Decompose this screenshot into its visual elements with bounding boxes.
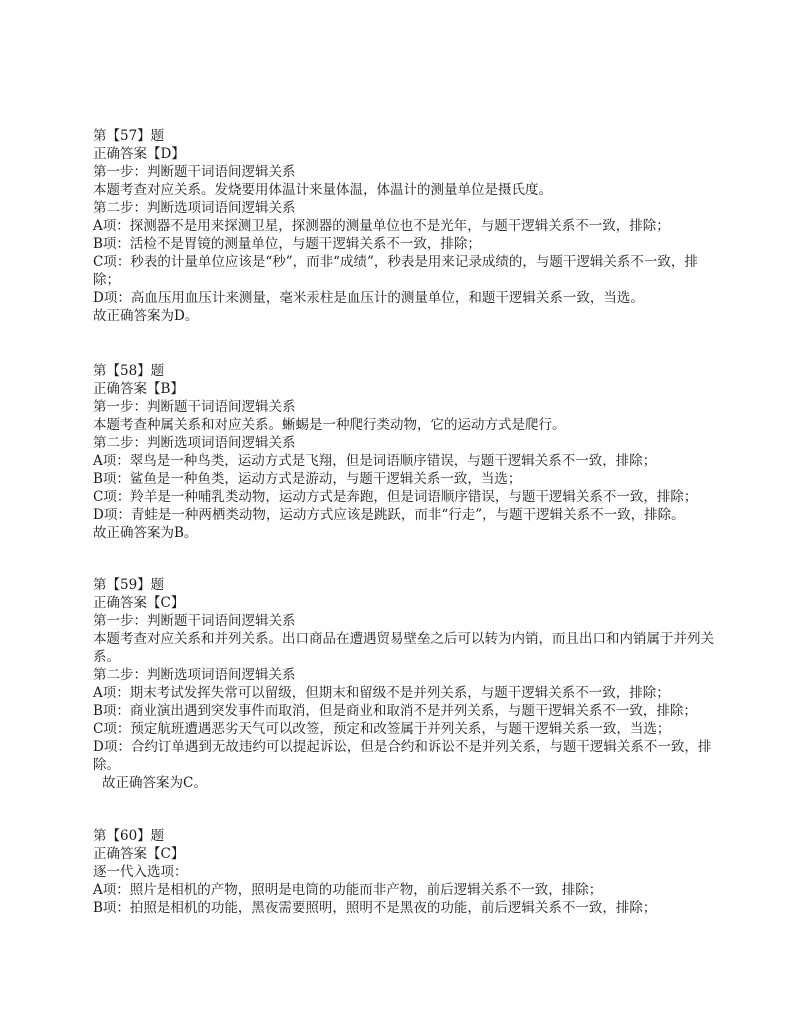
option-b-analysis: B项：鲨鱼是一种鱼类，运动方式是游动，与题干逻辑关系一致，当选； — [93, 471, 522, 487]
conclusion: 故正确答案为C。 — [102, 775, 207, 791]
option-b-analysis: B项：拍照是相机的功能，黑夜需要照明，照明不是黑夜的功能，前后逻辑关系不一致，排除； — [93, 900, 657, 916]
explanation-line: 本题考查种属关系和对应关系。蜥蜴是一种爬行类动物，它的运动方式是爬行。 — [93, 417, 566, 433]
explanation-line: 第一步：判断题干词语间逻辑关系 — [93, 613, 296, 629]
correct-answer: 正确答案【C】 — [93, 595, 185, 611]
conclusion: 故正确答案为D。 — [93, 308, 199, 324]
explanation-line: 第二步：判断选项词语间逻辑关系 — [93, 435, 296, 451]
explanation-line: 本题考查对应关系和并列关系。出口商品在遭遇贸易壁垒之后可以转为内销，而且出口和内销属于并列关系。 — [93, 631, 714, 665]
question-59 — [93, 576, 718, 792]
option-d-analysis: D项：青蛙是一种两栖类动物，运动方式应该是跳跃，而非“行走”，与题干逻辑关系不一致，排除。 — [93, 507, 685, 523]
correct-answer: 正确答案【C】 — [93, 846, 185, 862]
correct-answer: 正确答案【D】 — [93, 146, 185, 162]
question-title: 第【59】题 — [93, 577, 165, 593]
option-d-analysis: D项：合约订单遇到无故违约可以提起诉讼，但是合约和诉讼不是并列关系，与题干逻辑关系不一致，排除。 — [93, 739, 712, 773]
explanation-line: 第一步：判断题干词语间逻辑关系 — [93, 399, 296, 415]
question-58 — [93, 362, 718, 542]
option-a-analysis: A项：探测器不是用来探测卫星，探测器的测量单位也不是光年，与题干逻辑关系不一致，排除； — [93, 218, 670, 234]
explanation-line: 第二步：判断选项词语间逻辑关系 — [93, 200, 296, 216]
option-c-analysis: C项：预定航班遭遇恶劣天气可以改签，预定和改签属于并列关系，与题干逻辑关系一致，当选； — [93, 721, 671, 737]
question-title: 第【57】题 — [93, 128, 165, 144]
option-b-analysis: B项：活检不是胃镜的测量单位，与题干逻辑关系不一致，排除； — [93, 236, 481, 252]
conclusion: 故正确答案为B。 — [93, 525, 198, 541]
option-d-analysis: D项：高血压用血压计来测量，毫米汞柱是血压计的测量单位，和题干逻辑关系一致，当选。 — [93, 290, 644, 306]
correct-answer: 正确答案【B】 — [93, 381, 184, 397]
question-title: 第【58】题 — [93, 363, 165, 379]
question-57 — [93, 127, 718, 325]
explanation-line: 第一步：判断题干词语间逻辑关系 — [93, 164, 296, 180]
question-60 — [93, 827, 718, 917]
option-a-analysis: A项：期末考试发挥失常可以留级，但期末和留级不是并列关系，与题干逻辑关系不一致，排除； — [93, 685, 670, 701]
explanation-line: 第二步：判断选项词语间逻辑关系 — [93, 667, 296, 683]
option-c-analysis: C项：羚羊是一种哺乳类动物，运动方式是奔跑，但是词语顺序错误，与题干逻辑关系不一致，排除； — [93, 489, 698, 505]
option-c-analysis: C项：秒表的计量单位应该是“秒”，而非“成绩”，秒表是用来记录成绩的，与题干逻辑关系不一致，排除； — [93, 254, 698, 288]
explanation-line: 本题考查对应关系。发烧要用体温计来量体温，体温计的测量单位是摄氏度。 — [93, 182, 552, 198]
option-a-analysis: A项：翠鸟是一种鸟类，运动方式是飞翔，但是词语顺序错误，与题干逻辑关系不一致，排除； — [93, 453, 657, 469]
option-b-analysis: B项：商业演出遇到突发事件而取消，但是商业和取消不是并列关系，与题干逻辑关系不一致，排除； — [93, 703, 697, 719]
explanation-line: 逐一代入选项： — [93, 864, 188, 880]
option-a-analysis: A项：照片是相机的产物，照明是电筒的功能而非产物，前后逻辑关系不一致，排除； — [93, 882, 603, 898]
question-title: 第【60】题 — [93, 828, 165, 844]
